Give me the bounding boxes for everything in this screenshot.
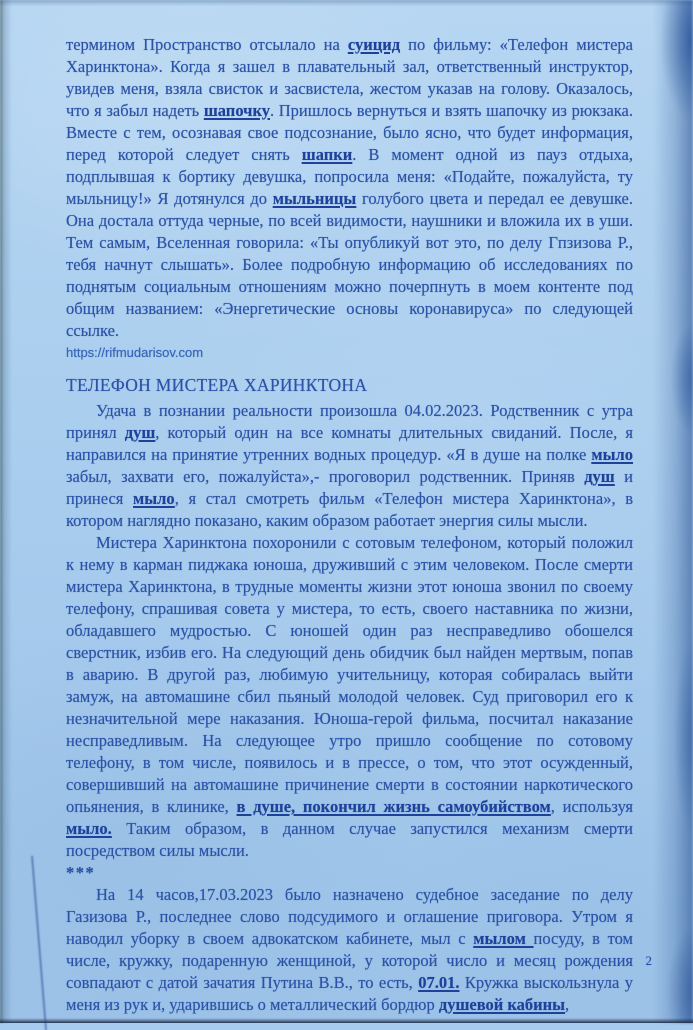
emphasized-term: мыльницы	[272, 189, 357, 208]
emphasized-term: мыло	[591, 445, 633, 464]
scan-top-shadow	[0, 0, 693, 6]
section-heading: ТЕЛЕФОН МИСТЕРА ХАРИНКТОНА	[66, 375, 368, 395]
text-run: ,	[565, 995, 570, 1014]
text-run: . Пришлось вернуться и взять шапочку из рюкзака. Вместе с тем, осознавая свое подсознание, было ясно, что будет информация, перед которой следует снять	[66, 101, 634, 164]
emphasized-term: мыло.	[66, 819, 112, 838]
text-run: . В момент одной из пауз отдыха, подплывшая к бортику девушка, попросила меня: «Подайте, пожалуйста, ту мыльницу!» Я дотянулся до	[66, 145, 634, 208]
separator-stars: ***	[66, 863, 96, 882]
page-curl-shadow	[653, 0, 693, 1023]
printed-link: https://rifmudarisov.com	[66, 345, 204, 360]
emphasized-term: 07.01.	[418, 973, 460, 992]
paper-crease	[31, 856, 47, 1030]
text-run: и принеся	[66, 467, 633, 508]
text-run: , я стал смотреть фильм «Телефон мистера Харинктона», в котором наглядно показано, каким образом работает энергия силы мысли.	[66, 489, 633, 530]
text-run: по фильму: «Телефон мистера Харинктона». Когда я зашел в плавательный зал, ответственный инструктор, увидев меня, взяла свисток и засвистела, жестом указав на голову. Оказалось, что я забыл надеть	[66, 35, 633, 120]
emphasized-term: душ	[584, 467, 615, 486]
scan-bottom-shadow	[0, 1018, 693, 1023]
body-paragraph	[66, 884, 633, 1016]
text-run: голубого цвета и передал ее девушке. Она достала оттуда черные, по всей видимости, наушники и вложила их в уши. Тем самым, Вселенная говорила: «Ты опубликуй вот это, по делу Гпзизова Р., тебя начнут слышать». Более подробную информацию об исследованиях по поднятым социальным отношениям можно почерпнуть в моем контенте под общим названием: «Энергетические основы коронавируса» по следующей ссылке.	[66, 189, 634, 340]
emphasized-term: мылом	[473, 929, 534, 948]
scan-left-shadow	[0, 0, 12, 1023]
emphasized-term: шапочку	[203, 101, 270, 120]
text-run: На 14 часов,17.03.2023 было назначено судебное заседание по делу Газизова Р., последнее слово подсудимого и оглашение приговора. Утром я наводил уборку в своем адвокатском кабинете, мыл с	[66, 885, 633, 948]
body-paragraph	[66, 532, 633, 862]
text-run: Таким образом, в данном случае запустился механизм смерти посредством силы мысли.	[66, 819, 633, 860]
text-run: Удача в познании реальности произошла 04.02.2023. Родственник с утра принял	[66, 401, 633, 442]
text-run: , который один на все комнаты длительных свиданий. После, я направился на принятие утренних водных процедур. «Я в душе на полке	[66, 423, 633, 464]
body-paragraph	[66, 34, 633, 342]
emphasized-term: душевой кабины	[438, 995, 566, 1014]
text-run: забыл, захвати его, пожалуйста»,- проговорил родственник. Приняв	[66, 467, 585, 486]
emphasized-term: суицид	[347, 35, 401, 54]
page-number: 2	[645, 953, 652, 968]
emphasized-term: шапки	[301, 145, 353, 164]
emphasized-term: мыло	[133, 489, 175, 508]
text-run: Мистера Харинктона похоронили с сотовым телефоном, который положил к нему в карман пиджака юноша, друживший с этим человеком. После смерти мистера Харинктона, в трудные моменты жизни этот юноша звонил по своему телефону, спрашивая совета у мистера, то есть, своего наставника по жизни, обладавшего мудростью. С юношей один раз несправедливо обошелся сверстник, избив его. На следующий день обидчик был найден мертвым, попав в аварию. В другой раз, любимую учительницу, которая собиралась выйти замуж, на автомашине сбил пьяный молодой человек. Суд приговорил его к незначительной мере наказания. Юноша-герой фильма, посчитал наказание несправедливым. На следующее утро пришло сообщение по сотовому телефону, в том числе, появилось и в прессе, о том, что этот осужденный, совершивший на автомашине причинение смерти в состоянии наркотического опьянения, в клинике,	[66, 533, 633, 816]
text-run: термином Пространство отсылало на	[66, 35, 348, 54]
text-column	[66, 34, 633, 1016]
text-run: Кружка выскользнула у меня из рук и, ударившись о металлический бордюр	[66, 973, 633, 1014]
text-run: , используя	[550, 797, 633, 816]
text-run: посуду, в том числе, кружку, подаренную женщиной, у которой число и месяц рождения совпадают с датой зачатия Путина В.В., то есть,	[66, 929, 633, 992]
body-paragraph	[66, 400, 633, 532]
emphasized-term: в душе, покончил жизнь самоубийством	[236, 797, 551, 816]
emphasized-term: душ	[124, 423, 156, 442]
